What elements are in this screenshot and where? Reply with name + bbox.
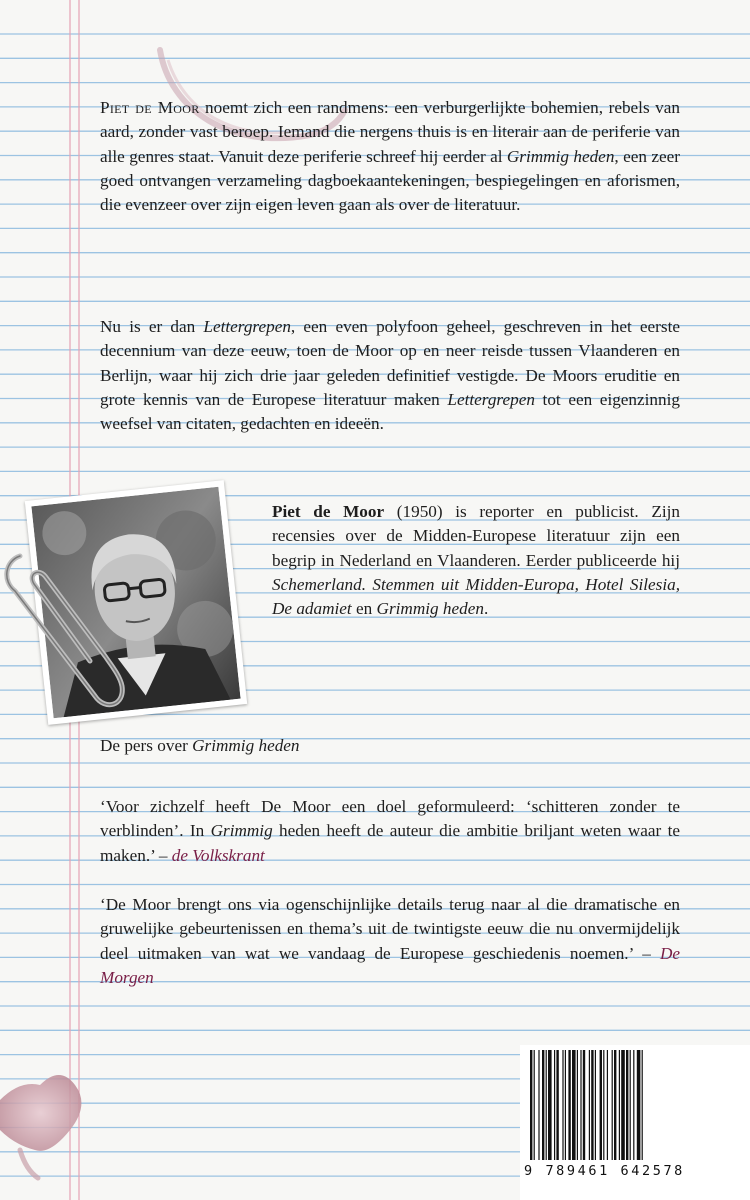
heart-wine-stain [0,1060,120,1190]
barcode-bar [568,1050,570,1160]
barcode-bar [556,1050,558,1160]
barcode-bar [603,1050,604,1160]
barcode-bar [637,1050,641,1160]
barcode-bar [607,1050,608,1160]
barcode-bar [614,1050,616,1160]
barcode-bar [619,1050,620,1160]
barcode-bar [626,1050,628,1160]
press-quote-1: ‘Voor zichzelf heeft De Moor een doel geformuleerd: ‘schitteren zonder te verblinden’. In Grimmig heden heeft de auteur die ambitie briljant weten waar te maken.’ – de Volkskrant [100,797,680,865]
barcode-bar [633,1050,634,1160]
barcode-bar [595,1050,596,1160]
barcode-bar [591,1050,593,1160]
barcode-bar [554,1050,555,1160]
barcode-bar [589,1050,590,1160]
barcode-bar [548,1050,552,1160]
intro-paragraph-2: Nu is er dan Lettergrepen, een even polyfoon geheel, geschreven in het eerste decennium van deze eeuw, toen de Moor op en neer reisde tussen Vlaanderen en Berlijn, waar hij zich drie jaar geleden definitief vestigde. De Moors eruditie en grote kennis van de Europese literatuur maken Lettergrepen tot een eigenzinnig weefsel van citaten, gedachten en ideeën. [100,317,680,434]
bio-author-name: Piet de Moor [272,502,385,521]
barcode-bar [546,1050,547,1160]
barcode-bar [612,1050,613,1160]
barcode-bar [572,1050,576,1160]
barcode-bar [621,1050,625,1160]
barcode-bar [562,1050,563,1160]
barcode-bars [530,1050,740,1170]
barcode-bar [565,1050,566,1160]
barcode-bar [583,1050,585,1160]
press-heading: De pers over Grimmig heden [100,736,300,755]
barcode-bar [630,1050,631,1160]
intro-paragraph-1: Piet de Moor noemt zich een randmens: een verburgerlijkte bohemien, rebels van aard, zonder vast beroep. Iemand die nergens thuis is en literair aan de periferie van alle genres staat. Vanuit deze periferie schreef hij eerder al Grimmig heden, een zeer goed ontvangen verzameling dagboekaantekeningen, bespiegelingen en aforismen, die evenzeer over zijn eigen leven gaan als over de literatuur. [100,98,680,215]
barcode-bar [577,1050,578,1160]
barcode-bar [530,1050,532,1160]
isbn-number: 9 789461 642578 [524,1163,685,1179]
author-bio: Piet de Moor (1950) is reporter en publicist. Zijn recensies over de Midden-Europese literatuur zijn een begrip in Nederland en Vlaanderen. Eerder publiceerde hij Schemerland. Stemmen uit Midden-Europa, Hotel Silesia, De adamiet en Grimmig heden. [272,502,680,619]
barcode-bar [542,1050,544,1160]
barcode-bar [642,1050,643,1160]
press-quote-2: ‘De Moor brengt ons via ogenschijnlijke details terug naar al die dramatische en gruwelijke gebeurtenissen en thema’s uit de twintigste eeuw die nu onvermijdelijk deel uitmaken van wat we vandaag de Europese geschiedenis noemen.’ – De Morgen [100,895,680,987]
barcode-bar [534,1050,535,1160]
barcode-bar [538,1050,539,1160]
quote-source-demorgen: De Morgen [100,943,680,987]
author-name-smallcaps: Piet de Moor [100,98,200,117]
barcode-bar [600,1050,602,1160]
quote-source-volkskrant: de Volkskrant [171,845,265,865]
paperclip-icon [0,546,130,716]
barcode-bar [580,1050,581,1160]
